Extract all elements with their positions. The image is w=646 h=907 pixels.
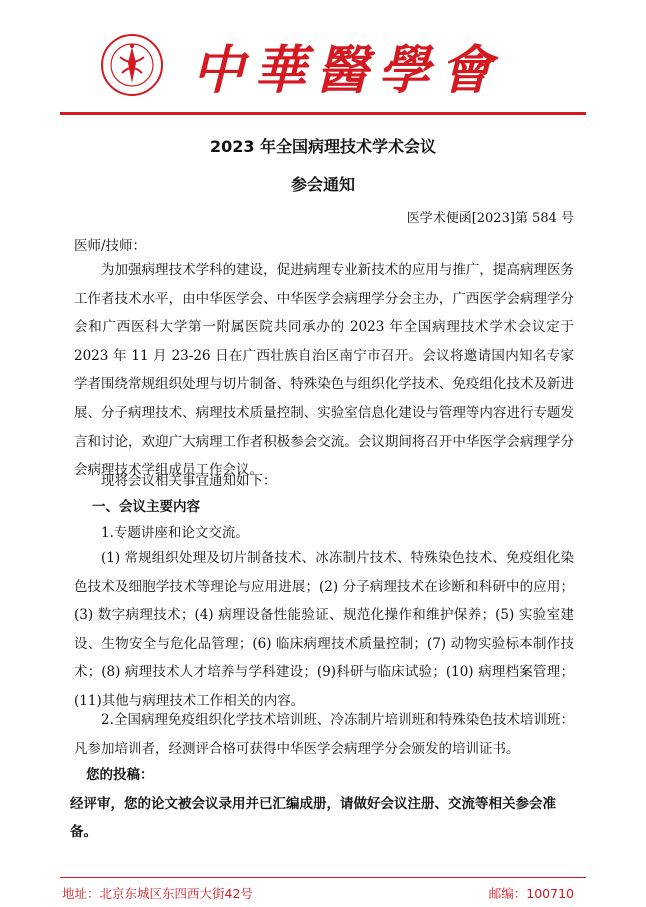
footer-postcode: 邮编：100710 [488,886,574,901]
footer-divider [60,877,586,878]
item-1-text: 1.专题讲座和论文交流。 [101,525,249,541]
notice-lead [74,467,574,496]
intro-paragraph-text: 为加强病理技术学科的建设，促进病理专业新技术的应用与推广，提高病理医务工作者技术水平，由中华医学会、中华医学会病理学分会主办，广西医学会病理学分会和广西医科大学第一附属医院共同承办的 2023 年全国病理技术学术会议定于 2023 年 11 月 23-26 日在广西壮族自治区南宁市召开。会议将邀请国内知名专家学者围绕常规组织处理与切片制备、特殊染色与组织化学技术、免疫组化技术及新进展、分子病理技术、病理技术质量控制、实验室信息化建设与管理等内容进行专题发言和讨论，欢迎广大病理工作者积极参会交流。会议期间将召开中华医学会病理学分会病理技术学组成员工作会议。 [74,262,574,479]
item-2 [74,706,574,763]
intro-paragraph [74,256,574,485]
notice-lead-text: 现将会议相关事宜通知如下： [101,473,277,489]
letterhead [0,0,646,112]
salutation: 医师/技师： [74,238,147,254]
letterhead-title: 中華醫學會 [192,40,503,101]
association-seal-icon [100,33,164,97]
item-2-text: 2.全国病理免疫组织化学技术培训班、冷冻制片培训班和特殊染色技术培训班：凡参加培训者，经测评合格可获得中华医学会病理学分会颁发的培训证书。 [74,712,574,757]
document-subtitle: 参会通知 [290,175,355,194]
footer-address: 地址：北京东城区东四西大街42号 [62,886,253,901]
topic-list-text: (1) 常规组织处理及切片制备技术、冰冻制片技术、特殊染色技术、免疫组化染色技术及细胞学技术等理论与应用进展；(2) 分子病理技术在诊断和科研中的应用；(3) 数字病理技术；(4) 病理设备性能验证、规范化操作和维护保养；(5) 实验室建设、生物安全与危化品管理；(6) 临床病理技术质量控制；(7) 动物实验标本制作技术；(8) 病理技术人才培养与学科建设；(9)科研与临床试验；(10) 病理档案管理；(11)其他与病理技术工作相关的内容。 [74,550,574,709]
header-divider [60,112,586,115]
document-title: 2023 年全国病理技术学术会议 [209,137,437,156]
submission-heading: 您的投稿： [86,767,154,783]
review-notice: 经评审，您的论文被会议录用并已汇编成册，请做好会议注册、交流等相关参会准备。 [70,796,556,840]
document-number: 医学术便函[2023]第 584 号 [406,211,574,226]
topic-list [74,544,574,716]
section-heading-main-content: 一、会议主要内容 [92,499,200,515]
